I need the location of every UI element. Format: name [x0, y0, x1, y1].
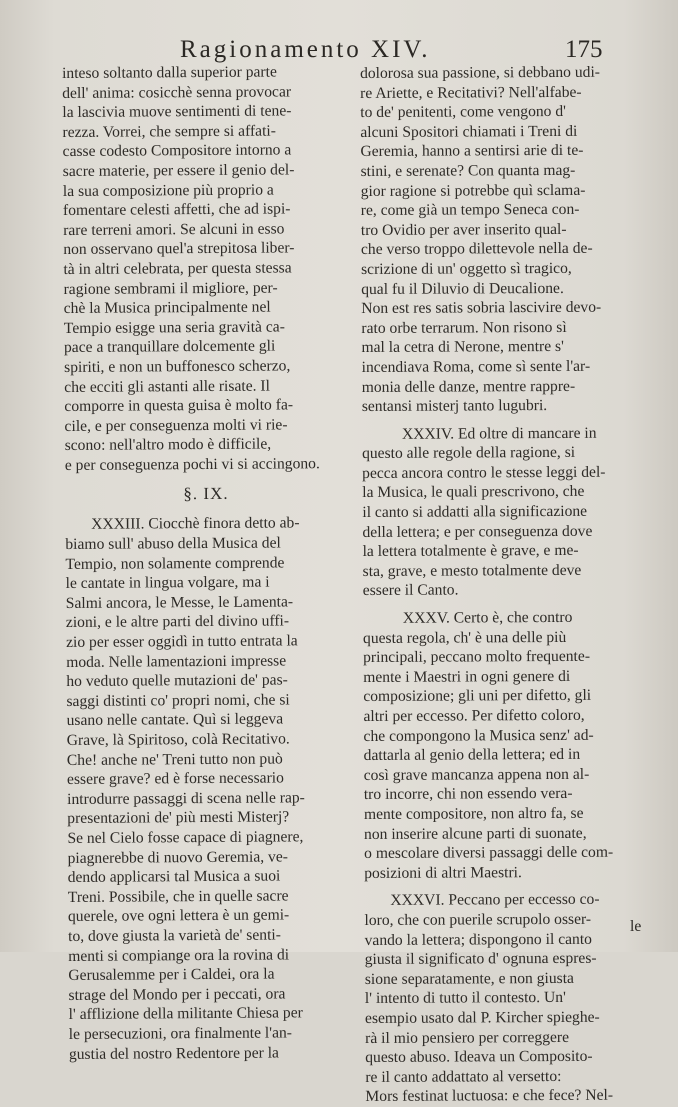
text-line: to de' penitenti, come vengono d': [360, 103, 566, 122]
paragraph-xxxv: [363, 607, 656, 883]
text-line: fomentare celesti affetti, che ad ispi-: [62, 200, 291, 220]
text-line: rà il mio pensiero per correggere: [365, 1028, 570, 1047]
text-line: dattarla al genio della lettera; ed in: [363, 746, 581, 765]
text-line: scrizione di un' oggetto sì tragico,: [361, 259, 572, 278]
text-line: strage del Mondo per i peccati, ora: [68, 985, 286, 1004]
text-line: XXXVI. Peccano per eccesso co-: [390, 891, 600, 910]
paragraph-continuation-right: [360, 62, 654, 416]
text-line: o mescolare diversi passaggi delle com-: [364, 843, 614, 863]
text-line: questo alle regole della ragione, si: [361, 444, 576, 463]
text-line: esempio usato dal P. Kircher spieghe-: [364, 1008, 600, 1027]
section-heading: §. IX.: [183, 484, 229, 504]
text-line: re, come già un tempo Seneca con-: [360, 201, 580, 220]
text-line: dolorosa sua passione, si debbano udi-: [360, 63, 601, 82]
text-line: re il canto addattato al versetto:: [365, 1067, 562, 1086]
text-line: presentazioni de' più mesti Misterj?: [67, 808, 290, 828]
text-line: così grave mancanza appena non al-: [363, 765, 590, 784]
text-line: sta, grave, e mesto totalmente deve: [362, 561, 582, 580]
text-line: chè la Musica principalmente nel: [63, 298, 271, 318]
text-line: non inserire alcune parti di suonate,: [363, 824, 587, 843]
text-line: che ecciti gli astanti alle risate. Il: [64, 377, 270, 396]
text-line: XXXV. Certo è, che contro: [402, 608, 573, 627]
text-line: Mors festinat luctuosa: e che fece? Nel-: [365, 1086, 614, 1106]
text-line: comporre in questa guisa è molto fa-: [64, 396, 294, 416]
catchword: le: [630, 918, 642, 935]
text-line: il canto si addatti alla significazione: [362, 502, 588, 522]
text-line: incendiava Roma, come sì sente l'ar-: [361, 357, 591, 376]
right-column: [360, 62, 657, 1106]
text-line: saggi distinti co' propri nomi, che si: [66, 691, 290, 710]
text-line: la Musica, le quali prescrivono, che: [362, 483, 585, 502]
text-line: e per conseguenza pochi vi si accingono.: [64, 455, 320, 474]
text-line: essere il Canto.: [362, 581, 459, 600]
text-line: ragione sembrami il migliore, per-: [63, 279, 278, 298]
text-line: Non est res satis sobria lascivire devo-: [361, 298, 602, 318]
text-line: sentansi misterj tanto lugubri.: [361, 397, 548, 416]
text-line: qual fu il Diluvio di Deucalione.: [361, 279, 564, 298]
text-line: cile, e per conseguenza molti vi rie-: [64, 416, 288, 435]
running-title: Ragionamento XIV.: [180, 36, 431, 63]
text-line: posizioni di altri Maestri.: [364, 863, 522, 882]
text-line: dendo applicarsi tal Musica a suoi: [67, 867, 281, 887]
text-line: gustia del nostro Redentore per la: [68, 1044, 279, 1063]
text-line: rezza. Vorrei, che sempre si affati-: [62, 122, 276, 141]
text-line: della lettera; e per conseguenza dove: [362, 522, 593, 541]
text-line: vando la lettera; dispongono il canto: [364, 930, 592, 949]
text-line: questo abuso. Ideava un Composito-: [365, 1047, 593, 1067]
text-line: giusta il significato d' ognuna espres-: [364, 949, 597, 969]
text-line: gior ragione si potrebbe quì sclama-: [360, 181, 586, 200]
text-line: usano nelle cantate. Quì si leggeva: [66, 710, 284, 730]
text-line: Salmi ancora, le Messe, le Lamenta-: [65, 593, 294, 612]
text-line: Tempio, non solamente comprende: [65, 554, 285, 573]
left-column: [62, 62, 351, 1064]
text-line: mente compositore, non altro fa, se: [363, 804, 584, 823]
text-line: composizione; gli uni per difetto, gli: [363, 687, 592, 706]
text-line: tro Ovidio per aver inserito qual-: [360, 220, 567, 239]
page-number: 175: [565, 36, 603, 63]
text-line: ho veduto quelle mutazioni de' pas-: [66, 671, 288, 691]
text-line: tro incorre, chi non essendo vera-: [363, 785, 573, 804]
paragraph-continuation: [62, 62, 347, 475]
text-line: casse codesto Compositore intorno a: [62, 141, 292, 161]
text-line: loro, che con puerile scrupolo osser-: [364, 910, 592, 929]
text-line: Gerusalemme per i Caldei, ora la: [68, 965, 275, 985]
paragraph-xxxiv: [362, 423, 655, 601]
text-line: che verso troppo dilettevole nella de-: [360, 240, 593, 259]
text-line: altri per eccesso. Per difetto coloro,: [363, 706, 585, 725]
text-line: le persecuzioni, ora finalmente l'an-: [68, 1024, 293, 1043]
text-line: stini, e serenate? Con quanta mag-: [360, 161, 576, 180]
text-line: Se nel Cielo fosse capace di piagnere,: [67, 828, 304, 847]
text-line: questa regola, ch' è una delle più: [362, 628, 567, 647]
paragraph-xxxvi: [364, 890, 657, 1107]
text-line: zio per esser oggidì in tutto entrata la: [65, 632, 298, 652]
text-line: scono: nell'altro modo è difficile,: [64, 435, 272, 455]
text-line: re Ariette, e Recitativi? Nell'alfabe-: [360, 83, 582, 102]
text-line: non osservano quel'a strepitosa liber-: [63, 239, 295, 259]
text-line: XXXIII. Ciocchè finora detto ab-: [91, 514, 300, 534]
text-line: sione separatamente, e non giusta: [364, 969, 574, 988]
text-line: Geremia, hanno a sentirsi arie di te-: [360, 142, 584, 161]
text-line: introdurre passaggi di scena nelle rap-: [67, 789, 305, 808]
text-line: mal la cetra di Nerone, mentre s': [361, 338, 564, 357]
text-line: Treni. Possibile, che in quelle sacre: [67, 887, 289, 906]
text-line: spiriti, e non un buffonesco scherzo,: [64, 357, 291, 376]
text-line: rato orbe terrarum. Non risono sì: [361, 318, 567, 337]
text-line: sacre materie, per essere il genio del-: [62, 161, 295, 180]
text-line: XXXIV. Ed oltre di mancare in: [401, 424, 597, 443]
text-line: mente i Maestri in ogni genere di: [363, 667, 571, 686]
text-line: zioni, e le altre parti del divino uffi-: [65, 612, 290, 632]
text-line: Grave, là Spiritoso, colà Recitativo.: [66, 730, 290, 749]
text-line: le cantate in lingua volgare, ma i: [65, 573, 270, 593]
text-line: Che! anche ne' Treni tutto non può: [66, 750, 283, 769]
text-line: to, dove giusta la varietà de' senti-: [68, 926, 281, 945]
text-line: alcuni Spositori chiamati i Treni di: [360, 122, 578, 141]
text-line: moda. Nelle lamentazioni impresse: [66, 652, 287, 671]
text-line: essere grave? ed è forse necessario: [66, 769, 284, 789]
text-line: querele, ove ogni lettera è un gemi-: [67, 906, 290, 926]
text-line: che compongono la Musica senz' ad-: [363, 726, 594, 745]
text-line: la lascivia muove sentimenti di tene-: [62, 102, 292, 122]
text-line: piagnerebbe di nuovo Geremia, ve-: [67, 848, 289, 867]
text-line: la lettera totalmente è grave, e me-: [362, 542, 579, 561]
text-line: pace a tranquillare dolcemente gli: [63, 337, 276, 357]
text-line: l' intento di tutto il contesto. Un': [364, 989, 566, 1008]
paragraph-xxxiii: [65, 513, 351, 1064]
text-line: la sua composizione più proprio a: [62, 181, 274, 200]
text-line: menti si compiange ora la rovina di: [68, 945, 290, 965]
text-line: pecca ancora contro le stesse leggi del-: [362, 463, 606, 482]
text-line: inteso soltanto dalla superior parte: [62, 63, 277, 82]
text-line: monia delle danze, mentre rappre-: [361, 377, 576, 396]
text-line: dell' anima: cosicchè senna provocar: [62, 82, 292, 102]
text-line: tà in altri celebrata, per questa stessa: [63, 259, 292, 278]
text-line: biamo sull' abuso della Musica del: [65, 534, 281, 554]
text-line: Tempio esigge una seria gravità ca-: [63, 318, 285, 337]
text-line: principali, peccano molto frequente-: [363, 648, 591, 667]
text-line: l' afflizione della militante Chiesa per: [68, 1004, 303, 1024]
text-line: rare terreni amori. Se alcuni in esso: [63, 220, 285, 239]
